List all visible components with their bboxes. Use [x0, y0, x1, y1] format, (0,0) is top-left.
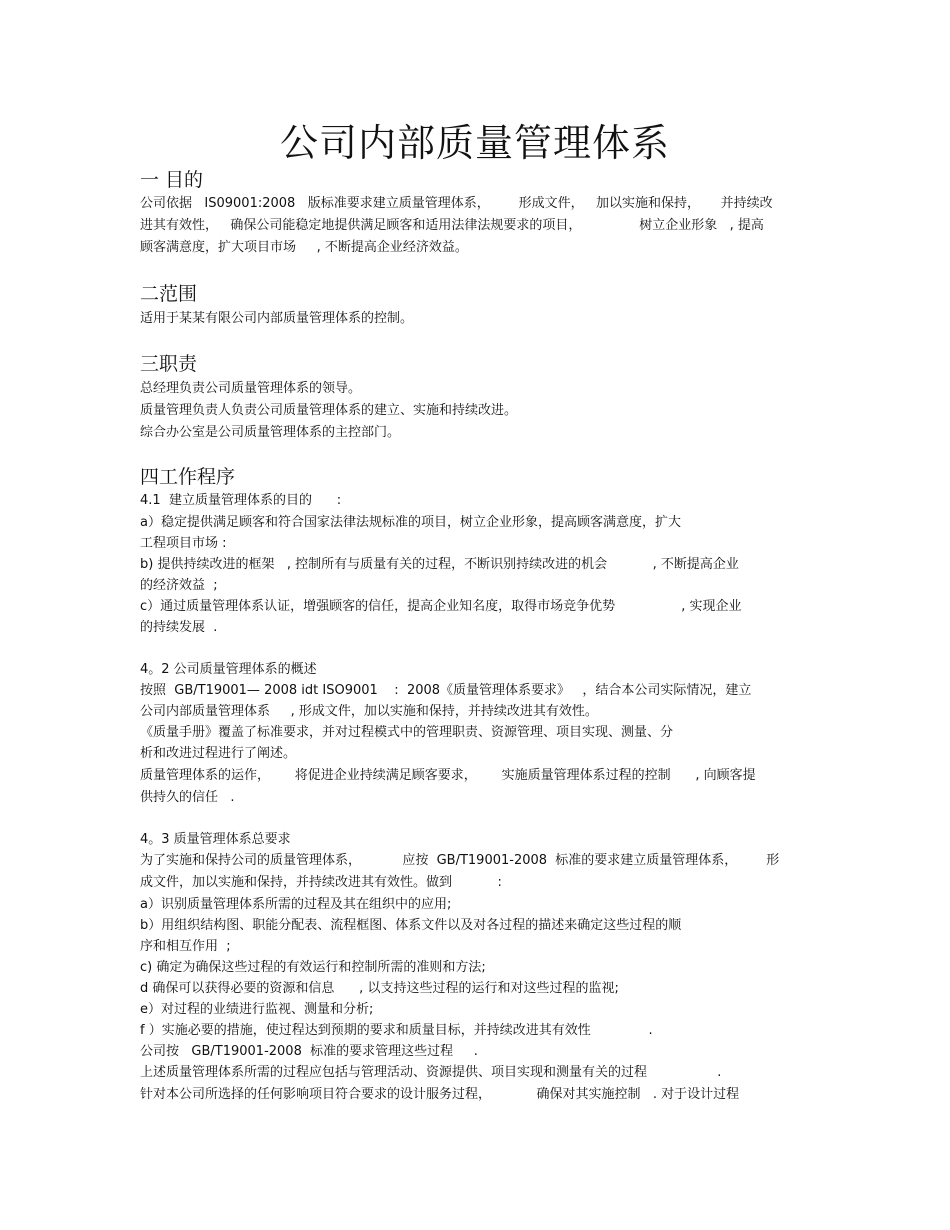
paragraph-line: 公司依据 IS09001:2008 版标准要求建立质量管理体系， 形成文件， 加以实施和保持， 并持续改 — [140, 196, 773, 211]
paragraph-line: d 确保可以获得必要的资源和信息 , 以支持这些过程的运行和对这些过程的监视; — [140, 981, 619, 996]
document-title: 公司内部质量管理体系 — [279, 121, 670, 165]
paragraph-line: c) 确定为确保这些过程的有效运行和控制所需的准则和方法; — [140, 960, 486, 975]
paragraph-line: f ）实施必要的措施，使过程达到预期的要求和质量目标，并持续改进其有效性 . — [140, 1023, 653, 1038]
paragraph-line: 的经济效益 ; — [140, 578, 218, 593]
paragraph-line: 适用于某某有限公司内部质量管理体系的控制。 — [140, 311, 414, 326]
paragraph-line: 顾客满意度，扩大项目市场 , 不断提高企业经济效益。 — [140, 240, 468, 255]
paragraph-line: c）通过质量管理体系认证，增强顾客的信任，提高企业知名度，取得市场竞争优势 , 实现企业 — [140, 599, 742, 614]
paragraph-line: 针对本公司所选择的任何影响项目符合要求的设计服务过程， 确保对其实施控制 . 对于设计过程 — [140, 1087, 740, 1102]
paragraph-line: 进其有效性， 确保公司能稳定地提供满足顾客和适用法律法规要求的项目， 树立企业形象 , 提高 — [140, 218, 764, 233]
paragraph-line: 公司内部质量管理体系 , 形成文件，加以实施和保持，并持续改进其有效性。 — [140, 704, 598, 719]
section-heading-procedure: 四工作程序 — [140, 466, 236, 488]
subsection-heading: 4。3 质量管理体系总要求 — [140, 832, 291, 847]
subsection-heading: 4。2 公司质量管理体系的概述 — [140, 662, 317, 677]
paragraph-line: b) 提供持续改进的框架 , 控制所有与质量有关的过程，不断识别持续改进的机会 , 不断提高企业 — [140, 557, 739, 572]
paragraph-line: a）识别质量管理体系所需的过程及其在组织中的应用; — [140, 897, 452, 912]
paragraph-line: b）用组织结构图、职能分配表、流程框图、体系文件以及对各过程的描述来确定这些过程的顺 — [140, 918, 682, 933]
paragraph-line: 《质量手册》覆盖了标准要求，并对过程模式中的管理职责、资源管理、项目实现、测量、分 — [140, 725, 674, 740]
paragraph-line: 为了实施和保持公司的质量管理体系， 应按 GB/T19001-2008 标准的要求建立质量管理体系， 形 — [140, 853, 780, 868]
paragraph-line: 序和相互作用 ; — [140, 939, 231, 954]
paragraph-line: 公司按 GB/T19001-2008 标准的要求管理这些过程 . — [140, 1044, 478, 1059]
section-heading-purpose: 一 目的 — [140, 169, 204, 191]
paragraph-line: 按照 GB/T19001— 2008 idt ISO9001 : 2008《质量管理体系要求》 ，结合本公司实际情况，建立 — [140, 683, 752, 698]
section-heading-responsibilities: 三职责 — [140, 353, 198, 375]
section-heading-scope: 二范围 — [140, 283, 198, 305]
paragraph-line: a）稳定提供满足顾客和符合国家法律法规标准的项目，树立企业形象，提高顾客满意度，扩大 — [140, 515, 681, 530]
paragraph-line: 供持久的信任 . — [140, 790, 235, 805]
paragraph-line: 总经理负责公司质量管理体系的领导。 — [140, 381, 362, 396]
paragraph-line: 析和改进过程进行了阐述。 — [140, 746, 297, 761]
paragraph-line: e）对过程的业绩进行监视、测量和分析; — [140, 1002, 374, 1017]
paragraph-line: 上述质量管理体系所需的过程应包括与管理活动、资源提供、项目实现和测量有关的过程 . — [140, 1065, 722, 1080]
paragraph-line: 质量管理负责人负责公司质量管理体系的建立、实施和持续改进。 — [140, 403, 518, 418]
paragraph-line: 综合办公室是公司质量管理体系的主控部门。 — [140, 425, 401, 440]
paragraph-line: 的持续发展 . — [140, 620, 218, 635]
paragraph-line: 质量管理体系的运作， 将促进企业持续满足顾客要求， 实施质量管理体系过程的控制 , 向顾客提 — [140, 768, 756, 783]
paragraph-line: 成文件，加以实施和保持，并持续改进其有效性。做到 : — [140, 875, 502, 890]
paragraph-line: 4.1 建立质量管理体系的目的 : — [140, 493, 342, 508]
paragraph-line: 工程项目市场 : — [140, 536, 227, 551]
